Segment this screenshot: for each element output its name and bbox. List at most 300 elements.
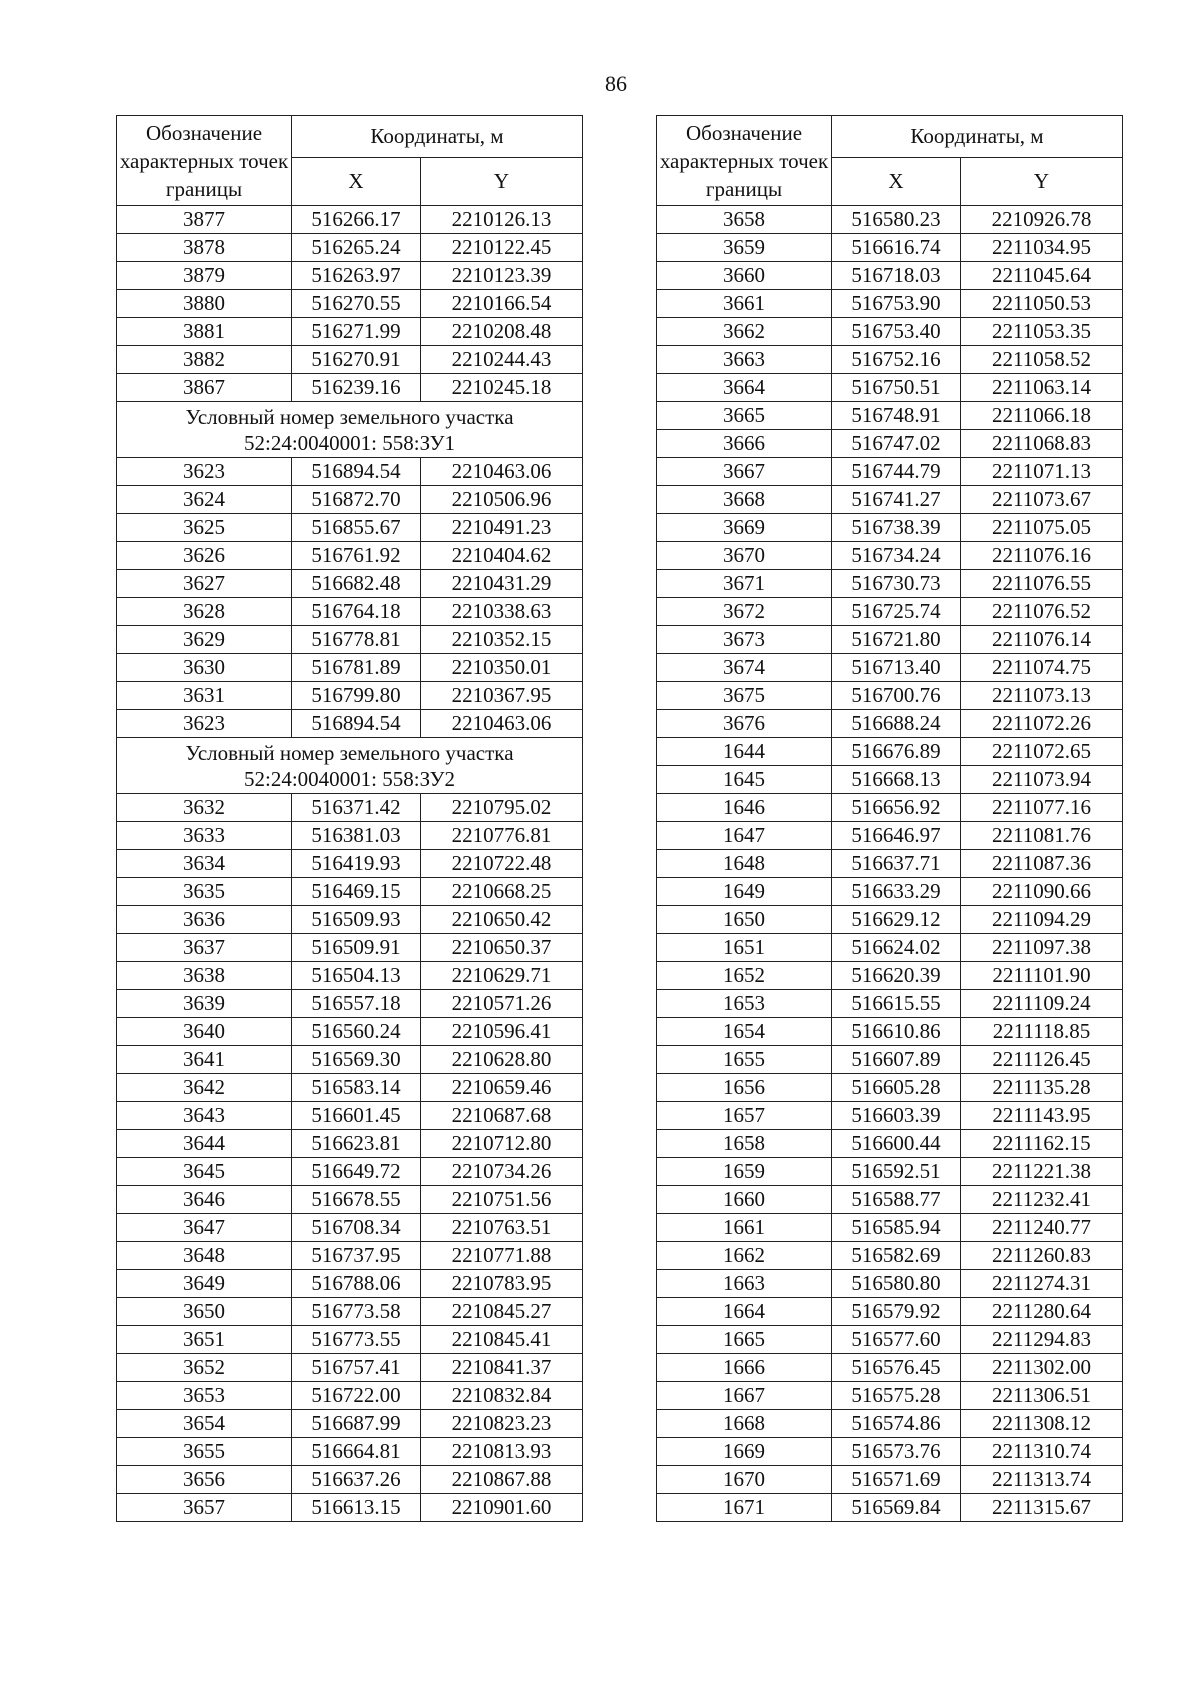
table-row bbox=[657, 234, 1123, 262]
x-coordinate-cell: 516270.55 bbox=[292, 290, 421, 318]
point-id-cell: 3639 bbox=[117, 990, 292, 1018]
point-id-cell: 3642 bbox=[117, 1074, 292, 1102]
y-coordinate-cell: 2210795.02 bbox=[421, 794, 583, 822]
table-row bbox=[657, 1410, 1123, 1438]
table-row bbox=[657, 1270, 1123, 1298]
y-coordinate-cell: 2211073.67 bbox=[961, 486, 1123, 514]
x-coordinate-cell: 516504.13 bbox=[292, 962, 421, 990]
table-row bbox=[657, 1074, 1123, 1102]
section-title: Условный номер земельного участка 52:24:0040001: 558:ЗУ1 bbox=[117, 402, 583, 458]
table-row bbox=[117, 1102, 583, 1130]
x-coordinate-cell: 516419.93 bbox=[292, 850, 421, 878]
point-id-cell: 3625 bbox=[117, 514, 292, 542]
x-coordinate-cell: 516656.92 bbox=[832, 794, 961, 822]
point-id-cell: 3659 bbox=[657, 234, 832, 262]
table-row bbox=[657, 374, 1123, 402]
y-coordinate-cell: 2210463.06 bbox=[421, 458, 583, 486]
table-row bbox=[117, 1130, 583, 1158]
table-row bbox=[117, 1186, 583, 1214]
x-coordinate-cell: 516750.51 bbox=[832, 374, 961, 402]
table-row bbox=[117, 1438, 583, 1466]
point-id-cell: 1654 bbox=[657, 1018, 832, 1046]
point-id-cell: 1647 bbox=[657, 822, 832, 850]
table-row bbox=[117, 1074, 583, 1102]
table-row bbox=[117, 1018, 583, 1046]
table-row bbox=[117, 710, 583, 738]
x-coordinate-cell: 516721.80 bbox=[832, 626, 961, 654]
y-coordinate-cell: 2211306.51 bbox=[961, 1382, 1123, 1410]
y-coordinate-cell: 2211135.28 bbox=[961, 1074, 1123, 1102]
x-coordinate-cell: 516592.51 bbox=[832, 1158, 961, 1186]
y-coordinate-cell: 2210650.37 bbox=[421, 934, 583, 962]
table-row bbox=[657, 682, 1123, 710]
table-row bbox=[657, 1298, 1123, 1326]
table-row bbox=[117, 1382, 583, 1410]
point-id-cell: 3623 bbox=[117, 458, 292, 486]
y-coordinate-cell: 2210832.84 bbox=[421, 1382, 583, 1410]
x-coordinate-cell: 516239.16 bbox=[292, 374, 421, 402]
x-coordinate-cell: 516576.45 bbox=[832, 1354, 961, 1382]
table-row bbox=[657, 1494, 1123, 1522]
table-row bbox=[657, 1158, 1123, 1186]
table-row bbox=[117, 598, 583, 626]
x-coordinate-cell: 516781.89 bbox=[292, 654, 421, 682]
y-coordinate-cell: 2211058.52 bbox=[961, 346, 1123, 374]
point-id-cell: 1653 bbox=[657, 990, 832, 1018]
table-row bbox=[117, 682, 583, 710]
x-coordinate-cell: 516741.27 bbox=[832, 486, 961, 514]
point-id-cell: 1655 bbox=[657, 1046, 832, 1074]
x-coordinate-cell: 516649.72 bbox=[292, 1158, 421, 1186]
point-id-cell: 3670 bbox=[657, 542, 832, 570]
x-coordinate-cell: 516708.34 bbox=[292, 1214, 421, 1242]
table-row bbox=[657, 1018, 1123, 1046]
x-coordinate-cell: 516700.76 bbox=[832, 682, 961, 710]
table-row bbox=[117, 626, 583, 654]
table-row bbox=[117, 290, 583, 318]
point-id-cell: 1663 bbox=[657, 1270, 832, 1298]
table-row bbox=[657, 430, 1123, 458]
table-row bbox=[117, 346, 583, 374]
y-coordinate-cell: 2210123.39 bbox=[421, 262, 583, 290]
y-coordinate-cell: 2210338.63 bbox=[421, 598, 583, 626]
y-coordinate-cell: 2210650.42 bbox=[421, 906, 583, 934]
point-id-cell: 1664 bbox=[657, 1298, 832, 1326]
point-id-cell: 1651 bbox=[657, 934, 832, 962]
y-coordinate-cell: 2210596.41 bbox=[421, 1018, 583, 1046]
point-id-cell: 3656 bbox=[117, 1466, 292, 1494]
table-row bbox=[657, 850, 1123, 878]
point-id-cell: 1662 bbox=[657, 1242, 832, 1270]
y-coordinate-cell: 2211109.24 bbox=[961, 990, 1123, 1018]
x-coordinate-cell: 516577.60 bbox=[832, 1326, 961, 1354]
table-row bbox=[117, 906, 583, 934]
y-coordinate-cell: 2211162.15 bbox=[961, 1130, 1123, 1158]
y-coordinate-cell: 2211126.45 bbox=[961, 1046, 1123, 1074]
x-coordinate-cell: 516738.39 bbox=[832, 514, 961, 542]
point-id-cell: 3624 bbox=[117, 486, 292, 514]
point-id-cell: 1666 bbox=[657, 1354, 832, 1382]
table-row bbox=[657, 654, 1123, 682]
table-row bbox=[657, 934, 1123, 962]
x-coordinate-cell: 516600.44 bbox=[832, 1130, 961, 1158]
point-id-cell: 1645 bbox=[657, 766, 832, 794]
table-row bbox=[117, 822, 583, 850]
x-coordinate-cell: 516761.92 bbox=[292, 542, 421, 570]
point-id-cell: 1660 bbox=[657, 1186, 832, 1214]
point-id-cell: 3628 bbox=[117, 598, 292, 626]
table-row bbox=[657, 1130, 1123, 1158]
y-coordinate-cell: 2211101.90 bbox=[961, 962, 1123, 990]
point-id-cell: 3668 bbox=[657, 486, 832, 514]
header-coordinates: Координаты, м bbox=[292, 116, 583, 158]
y-coordinate-cell: 2211050.53 bbox=[961, 290, 1123, 318]
y-coordinate-cell: 2210813.93 bbox=[421, 1438, 583, 1466]
point-id-cell: 3666 bbox=[657, 430, 832, 458]
point-id-cell: 3649 bbox=[117, 1270, 292, 1298]
table-row bbox=[117, 654, 583, 682]
y-coordinate-cell: 2211308.12 bbox=[961, 1410, 1123, 1438]
table-row bbox=[117, 962, 583, 990]
point-id-cell: 3647 bbox=[117, 1214, 292, 1242]
point-id-cell: 3630 bbox=[117, 654, 292, 682]
point-id-cell: 3627 bbox=[117, 570, 292, 598]
x-coordinate-cell: 516381.03 bbox=[292, 822, 421, 850]
y-coordinate-cell: 2210571.26 bbox=[421, 990, 583, 1018]
y-coordinate-cell: 2211076.14 bbox=[961, 626, 1123, 654]
point-id-cell: 1665 bbox=[657, 1326, 832, 1354]
table-row bbox=[117, 1158, 583, 1186]
y-coordinate-cell: 2210350.01 bbox=[421, 654, 583, 682]
y-coordinate-cell: 2211280.64 bbox=[961, 1298, 1123, 1326]
table-row bbox=[117, 1242, 583, 1270]
table-row bbox=[657, 458, 1123, 486]
table-row bbox=[117, 1354, 583, 1382]
y-coordinate-cell: 2211094.29 bbox=[961, 906, 1123, 934]
table-row bbox=[117, 794, 583, 822]
y-coordinate-cell: 2211090.66 bbox=[961, 878, 1123, 906]
point-id-cell: 1658 bbox=[657, 1130, 832, 1158]
x-coordinate-cell: 516571.69 bbox=[832, 1466, 961, 1494]
header-x: X bbox=[832, 158, 961, 206]
y-coordinate-cell: 2210668.25 bbox=[421, 878, 583, 906]
y-coordinate-cell: 2210734.26 bbox=[421, 1158, 583, 1186]
x-coordinate-cell: 516580.23 bbox=[832, 206, 961, 234]
point-id-cell: 1671 bbox=[657, 1494, 832, 1522]
x-coordinate-cell: 516509.91 bbox=[292, 934, 421, 962]
x-coordinate-cell: 516725.74 bbox=[832, 598, 961, 626]
y-coordinate-cell: 2211260.83 bbox=[961, 1242, 1123, 1270]
table-row bbox=[657, 878, 1123, 906]
x-coordinate-cell: 516872.70 bbox=[292, 486, 421, 514]
table-row bbox=[657, 1382, 1123, 1410]
y-coordinate-cell: 2211315.67 bbox=[961, 1494, 1123, 1522]
table-row bbox=[117, 542, 583, 570]
table-body bbox=[117, 206, 583, 1522]
y-coordinate-cell: 2211074.75 bbox=[961, 654, 1123, 682]
y-coordinate-cell: 2211076.52 bbox=[961, 598, 1123, 626]
x-coordinate-cell: 516573.76 bbox=[832, 1438, 961, 1466]
y-coordinate-cell: 2210841.37 bbox=[421, 1354, 583, 1382]
point-id-cell: 3662 bbox=[657, 318, 832, 346]
x-coordinate-cell: 516748.91 bbox=[832, 402, 961, 430]
header-coordinates: Координаты, м bbox=[832, 116, 1123, 158]
point-id-cell: 3637 bbox=[117, 934, 292, 962]
x-coordinate-cell: 516688.24 bbox=[832, 710, 961, 738]
point-id-cell: 3672 bbox=[657, 598, 832, 626]
point-id-cell: 3644 bbox=[117, 1130, 292, 1158]
table-row bbox=[657, 346, 1123, 374]
point-id-cell: 3648 bbox=[117, 1242, 292, 1270]
table-row bbox=[117, 1270, 583, 1298]
point-id-cell: 3623 bbox=[117, 710, 292, 738]
table-row bbox=[657, 1354, 1123, 1382]
y-coordinate-cell: 2210629.71 bbox=[421, 962, 583, 990]
y-coordinate-cell: 2211097.38 bbox=[961, 934, 1123, 962]
y-coordinate-cell: 2210712.80 bbox=[421, 1130, 583, 1158]
y-coordinate-cell: 2210122.45 bbox=[421, 234, 583, 262]
point-id-cell: 1670 bbox=[657, 1466, 832, 1494]
x-coordinate-cell: 516676.89 bbox=[832, 738, 961, 766]
x-coordinate-cell: 516637.71 bbox=[832, 850, 961, 878]
y-coordinate-cell: 2210845.27 bbox=[421, 1298, 583, 1326]
x-coordinate-cell: 516894.54 bbox=[292, 458, 421, 486]
table-row bbox=[657, 1186, 1123, 1214]
y-coordinate-cell: 2210659.46 bbox=[421, 1074, 583, 1102]
table-row bbox=[117, 990, 583, 1018]
point-id-cell: 1667 bbox=[657, 1382, 832, 1410]
point-id-cell: 3629 bbox=[117, 626, 292, 654]
x-coordinate-cell: 516579.92 bbox=[832, 1298, 961, 1326]
table-row bbox=[117, 262, 583, 290]
y-coordinate-cell: 2210687.68 bbox=[421, 1102, 583, 1130]
table-row bbox=[657, 990, 1123, 1018]
x-coordinate-cell: 516747.02 bbox=[832, 430, 961, 458]
y-coordinate-cell: 2211118.85 bbox=[961, 1018, 1123, 1046]
table-row bbox=[657, 402, 1123, 430]
table-row bbox=[657, 514, 1123, 542]
point-id-cell: 3882 bbox=[117, 346, 292, 374]
x-coordinate-cell: 516624.02 bbox=[832, 934, 961, 962]
x-coordinate-cell: 516588.77 bbox=[832, 1186, 961, 1214]
y-coordinate-cell: 2211066.18 bbox=[961, 402, 1123, 430]
y-coordinate-cell: 2211063.14 bbox=[961, 374, 1123, 402]
point-id-cell: 3650 bbox=[117, 1298, 292, 1326]
point-id-cell: 3641 bbox=[117, 1046, 292, 1074]
point-id-cell: 3867 bbox=[117, 374, 292, 402]
table-body bbox=[657, 206, 1123, 1522]
coordinates-table-right bbox=[656, 115, 1123, 1522]
point-id-cell: 3634 bbox=[117, 850, 292, 878]
header-y: Y bbox=[961, 158, 1123, 206]
y-coordinate-cell: 2211313.74 bbox=[961, 1466, 1123, 1494]
point-id-cell: 3655 bbox=[117, 1438, 292, 1466]
y-coordinate-cell: 2211143.95 bbox=[961, 1102, 1123, 1130]
y-coordinate-cell: 2211302.00 bbox=[961, 1354, 1123, 1382]
x-coordinate-cell: 516734.24 bbox=[832, 542, 961, 570]
x-coordinate-cell: 516752.16 bbox=[832, 346, 961, 374]
point-id-cell: 1656 bbox=[657, 1074, 832, 1102]
point-id-cell: 1644 bbox=[657, 738, 832, 766]
y-coordinate-cell: 2211240.77 bbox=[961, 1214, 1123, 1242]
table-row bbox=[117, 1466, 583, 1494]
table-row bbox=[657, 738, 1123, 766]
point-id-cell: 3652 bbox=[117, 1354, 292, 1382]
table-row bbox=[657, 1242, 1123, 1270]
y-coordinate-cell: 2210126.13 bbox=[421, 206, 583, 234]
table-row bbox=[657, 570, 1123, 598]
y-coordinate-cell: 2211081.76 bbox=[961, 822, 1123, 850]
point-id-cell: 3671 bbox=[657, 570, 832, 598]
table-row bbox=[117, 458, 583, 486]
x-coordinate-cell: 516583.14 bbox=[292, 1074, 421, 1102]
y-coordinate-cell: 2210867.88 bbox=[421, 1466, 583, 1494]
x-coordinate-cell: 516737.95 bbox=[292, 1242, 421, 1270]
y-coordinate-cell: 2211221.38 bbox=[961, 1158, 1123, 1186]
x-coordinate-cell: 516730.73 bbox=[832, 570, 961, 598]
x-coordinate-cell: 516603.39 bbox=[832, 1102, 961, 1130]
point-id-cell: 3658 bbox=[657, 206, 832, 234]
y-coordinate-cell: 2210166.54 bbox=[421, 290, 583, 318]
x-coordinate-cell: 516574.86 bbox=[832, 1410, 961, 1438]
table-row bbox=[117, 850, 583, 878]
y-coordinate-cell: 2210431.29 bbox=[421, 570, 583, 598]
x-coordinate-cell: 516773.55 bbox=[292, 1326, 421, 1354]
point-id-cell: 3878 bbox=[117, 234, 292, 262]
point-id-cell: 1661 bbox=[657, 1214, 832, 1242]
point-id-cell: 3675 bbox=[657, 682, 832, 710]
y-coordinate-cell: 2210404.62 bbox=[421, 542, 583, 570]
table-row bbox=[657, 906, 1123, 934]
table-row bbox=[117, 878, 583, 906]
x-coordinate-cell: 516788.06 bbox=[292, 1270, 421, 1298]
y-coordinate-cell: 2210776.81 bbox=[421, 822, 583, 850]
point-id-cell: 3879 bbox=[117, 262, 292, 290]
table-row bbox=[117, 206, 583, 234]
y-coordinate-cell: 2211073.13 bbox=[961, 682, 1123, 710]
x-coordinate-cell: 516585.94 bbox=[832, 1214, 961, 1242]
x-coordinate-cell: 516557.18 bbox=[292, 990, 421, 1018]
coordinates-table-left bbox=[116, 115, 583, 1522]
x-coordinate-cell: 516718.03 bbox=[832, 262, 961, 290]
y-coordinate-cell: 2210506.96 bbox=[421, 486, 583, 514]
x-coordinate-cell: 516855.67 bbox=[292, 514, 421, 542]
table-row bbox=[657, 1214, 1123, 1242]
y-coordinate-cell: 2210823.23 bbox=[421, 1410, 583, 1438]
point-id-cell: 3635 bbox=[117, 878, 292, 906]
table-row bbox=[657, 794, 1123, 822]
point-id-cell: 1646 bbox=[657, 794, 832, 822]
point-id-cell: 3676 bbox=[657, 710, 832, 738]
point-id-cell: 3673 bbox=[657, 626, 832, 654]
x-coordinate-cell: 516509.93 bbox=[292, 906, 421, 934]
point-id-cell: 3632 bbox=[117, 794, 292, 822]
table-row bbox=[657, 710, 1123, 738]
x-coordinate-cell: 516668.13 bbox=[832, 766, 961, 794]
table-row bbox=[117, 1214, 583, 1242]
y-coordinate-cell: 2210208.48 bbox=[421, 318, 583, 346]
table-row bbox=[117, 1046, 583, 1074]
point-id-cell: 1657 bbox=[657, 1102, 832, 1130]
section-title: Условный номер земельного участка 52:24:0040001: 558:ЗУ2 bbox=[117, 738, 583, 794]
x-coordinate-cell: 516569.30 bbox=[292, 1046, 421, 1074]
table-row bbox=[657, 1438, 1123, 1466]
point-id-cell: 3643 bbox=[117, 1102, 292, 1130]
x-coordinate-cell: 516615.55 bbox=[832, 990, 961, 1018]
table-row bbox=[117, 1298, 583, 1326]
y-coordinate-cell: 2211053.35 bbox=[961, 318, 1123, 346]
table-row bbox=[657, 1102, 1123, 1130]
point-id-cell: 3674 bbox=[657, 654, 832, 682]
table-row bbox=[657, 318, 1123, 346]
table-row bbox=[117, 514, 583, 542]
table-row bbox=[657, 542, 1123, 570]
table-row bbox=[657, 598, 1123, 626]
point-id-cell: 1668 bbox=[657, 1410, 832, 1438]
point-id-cell: 3664 bbox=[657, 374, 832, 402]
x-coordinate-cell: 516607.89 bbox=[832, 1046, 961, 1074]
x-coordinate-cell: 516575.28 bbox=[832, 1382, 961, 1410]
table-row bbox=[657, 1046, 1123, 1074]
y-coordinate-cell: 2211073.94 bbox=[961, 766, 1123, 794]
table-row bbox=[657, 206, 1123, 234]
x-coordinate-cell: 516744.79 bbox=[832, 458, 961, 486]
point-id-cell: 1659 bbox=[657, 1158, 832, 1186]
y-coordinate-cell: 2210783.95 bbox=[421, 1270, 583, 1298]
y-coordinate-cell: 2211034.95 bbox=[961, 234, 1123, 262]
point-id-cell: 3636 bbox=[117, 906, 292, 934]
x-coordinate-cell: 516773.58 bbox=[292, 1298, 421, 1326]
x-coordinate-cell: 516629.12 bbox=[832, 906, 961, 934]
table-header bbox=[657, 116, 1123, 206]
x-coordinate-cell: 516601.45 bbox=[292, 1102, 421, 1130]
table-row bbox=[657, 290, 1123, 318]
x-coordinate-cell: 516722.00 bbox=[292, 1382, 421, 1410]
x-coordinate-cell: 516633.29 bbox=[832, 878, 961, 906]
y-coordinate-cell: 2210367.95 bbox=[421, 682, 583, 710]
x-coordinate-cell: 516605.28 bbox=[832, 1074, 961, 1102]
header-x: X bbox=[292, 158, 421, 206]
x-coordinate-cell: 516687.99 bbox=[292, 1410, 421, 1438]
header-point-name: Обозначение характерных точек границы bbox=[117, 116, 292, 206]
x-coordinate-cell: 516664.81 bbox=[292, 1438, 421, 1466]
section-row bbox=[117, 402, 583, 458]
y-coordinate-cell: 2211072.65 bbox=[961, 738, 1123, 766]
x-coordinate-cell: 516637.26 bbox=[292, 1466, 421, 1494]
y-coordinate-cell: 2210352.15 bbox=[421, 626, 583, 654]
point-id-cell: 3663 bbox=[657, 346, 832, 374]
y-coordinate-cell: 2210491.23 bbox=[421, 514, 583, 542]
x-coordinate-cell: 516894.54 bbox=[292, 710, 421, 738]
point-id-cell: 3881 bbox=[117, 318, 292, 346]
table-row bbox=[657, 486, 1123, 514]
point-id-cell: 1650 bbox=[657, 906, 832, 934]
y-coordinate-cell: 2211071.13 bbox=[961, 458, 1123, 486]
point-id-cell: 3645 bbox=[117, 1158, 292, 1186]
x-coordinate-cell: 516613.15 bbox=[292, 1494, 421, 1522]
section-row bbox=[117, 738, 583, 794]
x-coordinate-cell: 516678.55 bbox=[292, 1186, 421, 1214]
table-row bbox=[657, 962, 1123, 990]
y-coordinate-cell: 2211076.16 bbox=[961, 542, 1123, 570]
point-id-cell: 1648 bbox=[657, 850, 832, 878]
table-row bbox=[657, 1326, 1123, 1354]
point-id-cell: 3646 bbox=[117, 1186, 292, 1214]
table-row bbox=[657, 1466, 1123, 1494]
point-id-cell: 3626 bbox=[117, 542, 292, 570]
header-point-name: Обозначение характерных точек границы bbox=[657, 116, 832, 206]
table-row bbox=[657, 262, 1123, 290]
